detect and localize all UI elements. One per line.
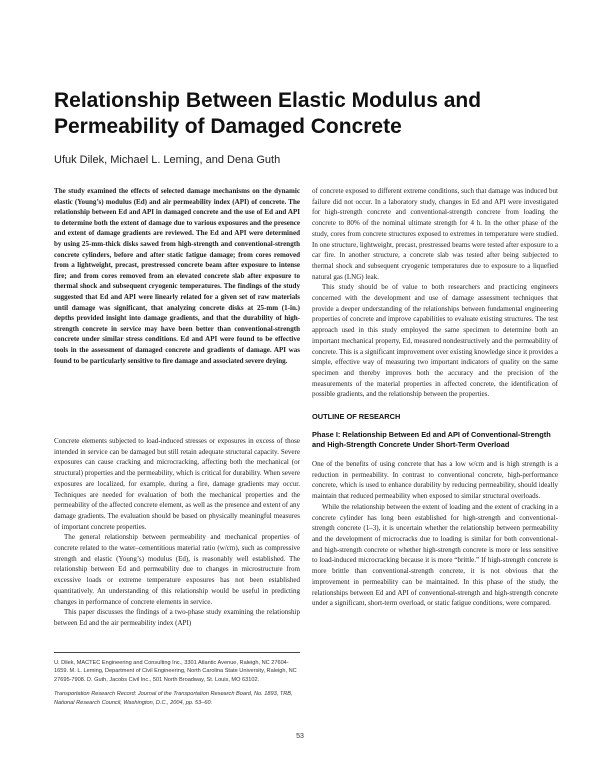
body-paragraph: of concrete exposed to different extreme conditions, such that damage was induced but failure did not occur. In a laboratory study, changes in Ed and API were investigated for high-strength concrete and conventional-strength concrete from loading the concrete to 80% of the nominal ultimate strength for 4 h. In the other phase of the study, cores from concrete structures exposed to extremes in temperature were studied. In one structure, lightweight, precast, prestressed beams were tested after exposure to a car fire. In another structure, a concrete slab was tested after being subjected to thermal shock and subsequent cryogenic temperatures due to exposure to a liquefied natural gas (LNG) leak. (312, 187, 558, 281)
left-body-text (54, 436, 300, 629)
section-heading: OUTLINE OF RESEARCH (312, 412, 401, 422)
right-body-text (312, 186, 558, 609)
abstract: The study examined the effects of selected damage mechanisms on the dynamic elastic (Young’s) modulus (Ed) and air permeability index (API) of concrete. The relationship between Ed and API in damaged concrete and the use of Ed and API to determine both the extent of damage due to various exposures and the presence and extent of damage gradients are reviewed. The Ed and API were determined by using 25-mm-thick disks sawed from high-strength and conventional-strength concrete cylinders, before and after static fatigue damage; from cores removed from a lightweight, precast, prestressed concrete beam after exposure to intense fire; and from cores removed from an elevated concrete slab after exposure to thermal shock and subsequent cryogenic temperatures. The findings of the study suggested that Ed and API were linearly related for a given set of raw materials until damage was significant, that analyzing concrete disks at 25-mm (1-in.) depths provided insight into damage gradients, and that the durability of high-strength concrete in service may have been better than conventional-strength concrete under similar stress conditions. Ed and API were found to be effective tools in the assessment of damaged concrete and gradients of damage. API was found to be particularly sensitive to fire damage and associated severe drying. (54, 187, 300, 365)
subsection-heading: Phase I: Relationship Between Ed and API of Conventional-Strength and High-Strength Concrete Under Short-Term Overload (312, 430, 551, 450)
body-paragraph: Concrete elements subjected to load-induced stresses or exposures in excess of those intended in service can be damaged but still retain adequate structural capacity. Severe exposures can cause cracking and microcracking, affecting both the mechanical (or structural) properties and the permeability, which is critical for durability. When severe exposures are localized, for example, during a fire, damage gradients may occur. Techniques are needed for evaluation of both the mechanical properties and the permeability of the affected concrete element, as well as the presence and extent of any damage gradients. The evaluation should be based on physically meaningful measures of important concrete properties. (54, 437, 300, 531)
author-list: Ufuk Dilek, Michael L. Leming, and Dena Guth (54, 154, 281, 166)
footnote (54, 652, 300, 707)
body-paragraph: One of the benefits of using concrete that has a low w/cm and is high strength is a reduction in permeability. In contrast to conventional concrete, high-performance concrete, which is used to enhance durability by reducing permeability, should ideally maintain that reduced permeability when exposed to similar structural overloads. (312, 460, 558, 501)
body-paragraph: This paper discusses the findings of a two-phase study examining the relationship between Ed and the air permeability index (API) (54, 608, 300, 627)
body-paragraph: While the relationship between the extent of loading and the extent of cracking in a concrete cylinder has long been established for high-strength and conventional-strength concrete (1–3), it is uncertain whether the relationship between permeability and the development of microcracks due to loading is similar for both conventional- and high-strength concrete or whether high-strength concrete is more or less sensitive to load-induced microcracking because it is more “brittle.” If high-strength concrete is more brittle than conventional-strength concrete, it is not obvious that the improvement in permeability can be maintained. In this phase of the study, the relationships between Ed and API of conventional-strength and high-strength concrete under a significant, short-term overload, or static fatigue conditions, were compared. (312, 502, 558, 608)
page-number: 53 (296, 733, 304, 740)
author-affiliations: U. Dilek, MACTEC Engineering and Consulting Inc., 3301 Atlantic Avenue, Raleigh, NC 27604-1659. M. L. Leming, Department of Civil Engineering, North Carolina State University, Raleigh, NC 27695-7908. D. Guth, Jacobs Civil Inc., 501 North Broadway, St. Louis, MO 63102. (54, 660, 297, 683)
body-paragraph: The general relationship between permeability and mechanical properties of concrete related to the water–cementitious material ratio (w/cm), such as compressive strength and elastic (Young’s) modulus (Ed), is reasonably well established. The relationship between Ed and permeability due to changes in microstructure from excessive loads or extreme temperature exposures has not been established quantitatively. An understanding of this relationship would be useful in predicting changes in performance of concrete elements in service. (54, 533, 300, 606)
body-paragraph: This study should be of value to both researchers and practicing engineers concerned with the development and use of damage assessment techniques that provide a deeper understanding of the relationships between fundamental engineering properties of concrete and improve capabilities to evaluate existing structures. The test approach used in this study employed the same specimen to determine both an important mechanical property, Ed, measured nondestructively and the permeability of concrete. This is a significant improvement over existing knowledge since it provides a simple, effective way of measuring two important indicators of quality on the same specimen and thereby improves both the accuracy and the precision of the measurements of the material properties in affected concrete, the identification of possible gradients, and the relationship between the properties. (312, 283, 558, 399)
citation-note: Transportation Research Record: Journal of the Transportation Research Board, No. 1893, TRB, National Research Council, Washington, D.C., 2004, pp. 53–60. (54, 691, 293, 706)
paper-title: Relationship Between Elastic Modulus and Permeability of Damaged Concrete (54, 89, 482, 138)
